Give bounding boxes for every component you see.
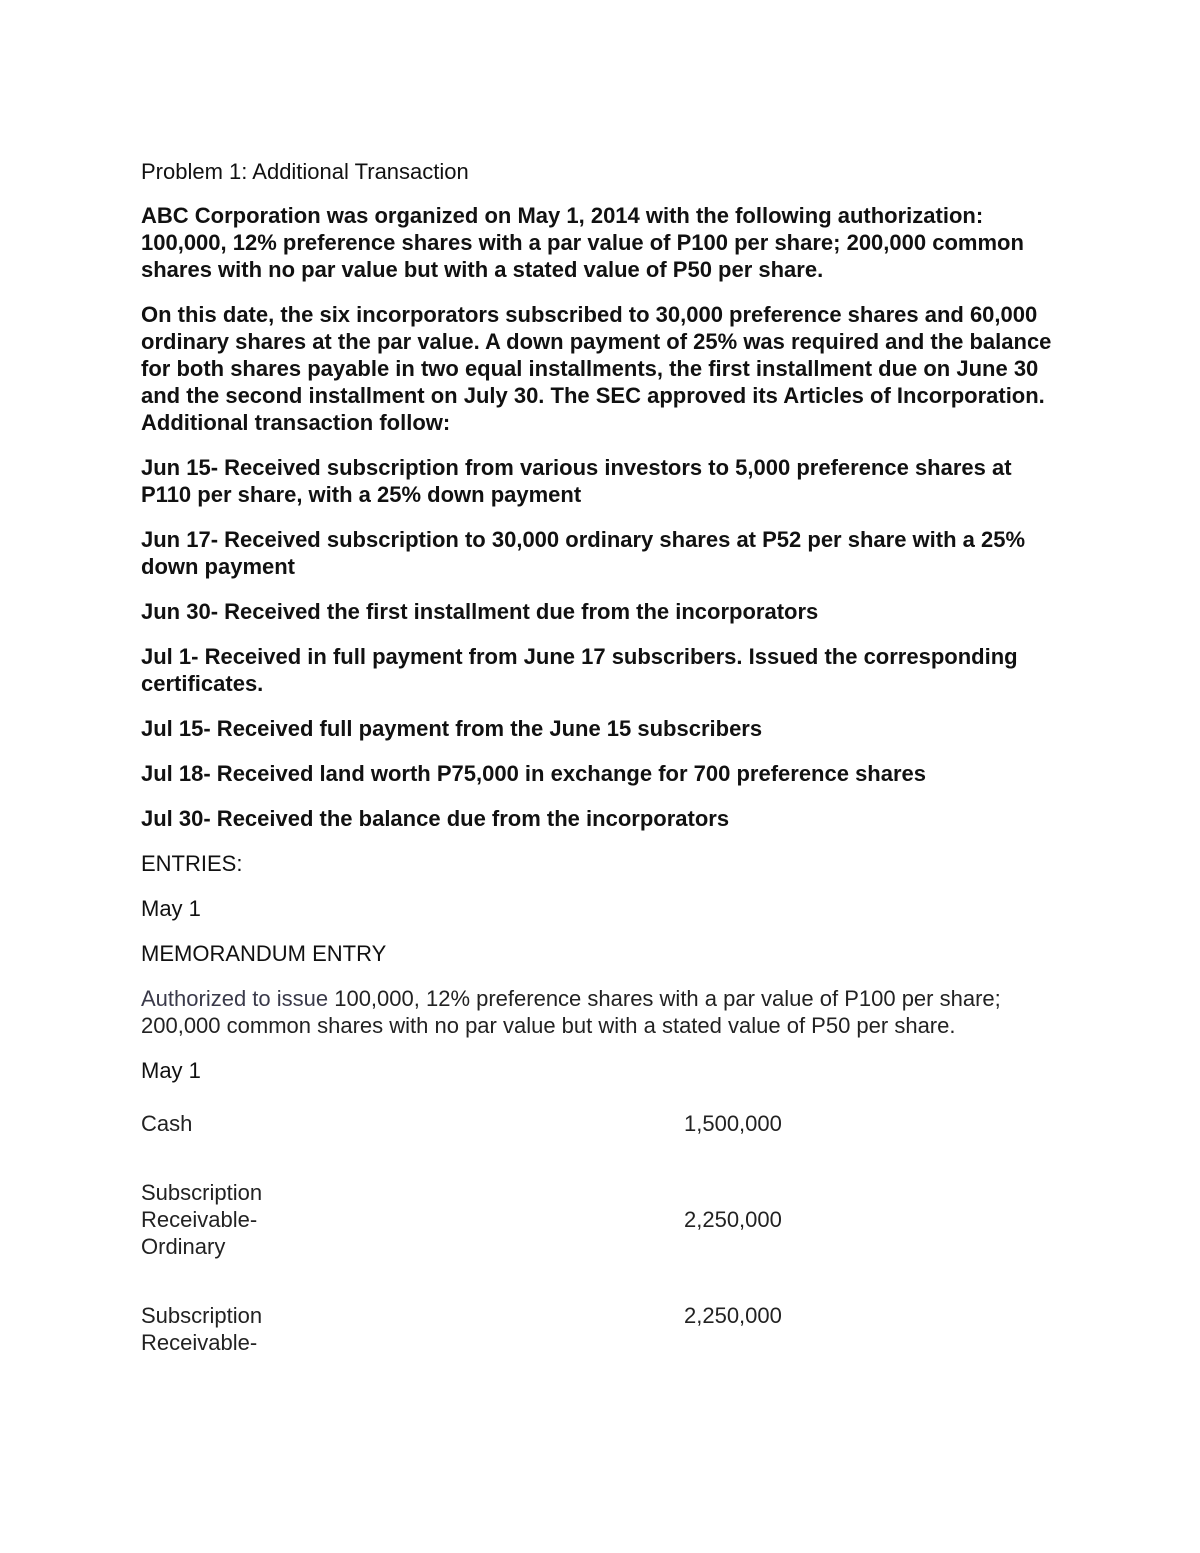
document-content: [141, 158, 1061, 1356]
intro-paragraph: ABC Corporation was organized on May 1, 2014 with the following authorization: 100,000, 12% preference shares with a par value of P100 per share; 200,000 common shares with no par value but with a stated value of P50 per share.: [141, 203, 1024, 282]
transaction-jul-1: Jul 1- Received in full payment from June 17 subscribers. Issued the corresponding certificates.: [141, 644, 1018, 696]
journal-entry-account: Subscription Receivable-Ordinary: [141, 1180, 263, 1259]
memorandum-heading: MEMORANDUM ENTRY: [141, 941, 387, 966]
transaction-jul-30: Jul 30- Received the balance due from the incorporators: [141, 806, 730, 831]
journal-entry-account: Subscription Receivable-: [141, 1303, 263, 1355]
journal-entry-debit: 2,250,000: [684, 1207, 782, 1232]
journal-entry-row: [141, 1302, 1061, 1356]
entry-date-may-1-second: May 1: [141, 1058, 201, 1083]
problem-title: Problem 1: Additional Transaction: [141, 159, 469, 184]
memorandum-text: [141, 985, 1061, 1039]
journal-entry-debit: 1,500,000: [684, 1111, 782, 1136]
transaction-jun-30: Jun 30- Received the first installment due from the incorporators: [141, 599, 819, 624]
entry-date-may-1: May 1: [141, 896, 201, 921]
memorandum-text-lead: Authorized to issue: [141, 986, 329, 1011]
memorandum-text-rest: 100,000, 12% preference shares with a par value of P100 per share; 200,000 common shares with no par value but with a stated value of P50 per share.: [141, 986, 1001, 1038]
transaction-jul-18: Jul 18- Received land worth P75,000 in exchange for 700 preference shares: [141, 761, 927, 786]
subscription-paragraph: On this date, the six incorporators subscribed to 30,000 preference shares and 60,000 ordinary shares at the par value. A down payment of 25% was required and the balance for both shares payable in two equal installments, the first installment due on June 30 and the second installment on July 30. The SEC approved its Articles of Incorporation. Additional transaction follow:: [141, 302, 1052, 435]
journal-entry-debit: 2,250,000: [684, 1303, 782, 1328]
entries-heading: ENTRIES:: [141, 851, 243, 876]
transaction-jun-15: Jun 15- Received subscription from various investors to 5,000 preference shares at P110 per share, with a 25% down payment: [141, 455, 1012, 507]
transaction-jul-15: Jul 15- Received full payment from the June 15 subscribers: [141, 716, 763, 741]
journal-entry-row: [141, 1179, 1061, 1260]
journal-entry-account: Cash: [141, 1111, 193, 1136]
journal-entry-row: [141, 1110, 1061, 1137]
journal-entries: [141, 1110, 1061, 1356]
transaction-jun-17: Jun 17- Received subscription to 30,000 ordinary shares at P52 per share with a 25% down payment: [141, 527, 1026, 579]
